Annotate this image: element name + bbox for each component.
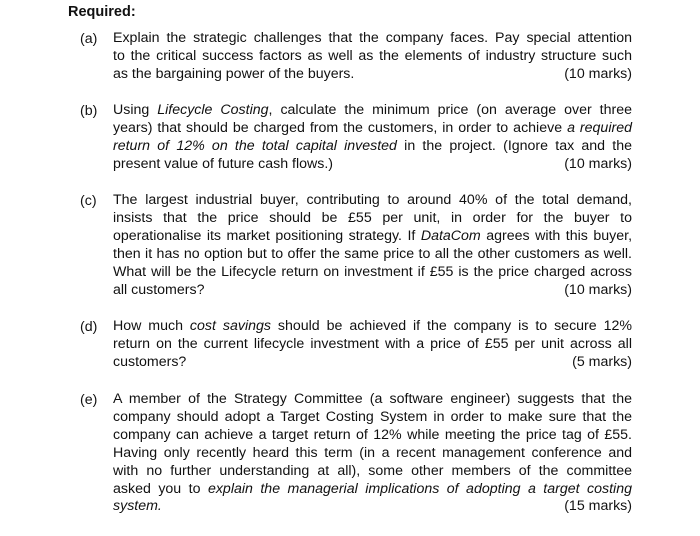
- text-span: as the bargaining power of the buyers.: [113, 65, 355, 82]
- marks-label: (15 marks): [564, 498, 632, 515]
- text-line: [113, 102, 632, 120]
- text-span: should be achieved if the company is to secure 12%: [270, 318, 632, 334]
- text-span: asked you to: [113, 480, 208, 497]
- text-span: How much: [113, 318, 190, 334]
- text-line: [113, 228, 632, 246]
- emphasis-text: cost savings: [189, 318, 271, 334]
- marks-label: (10 marks): [564, 65, 632, 82]
- text-span: present value of future cash flows.): [113, 155, 334, 172]
- text-span: Using: [113, 102, 158, 118]
- emphasis-text: Lifecycle Costing: [157, 102, 269, 118]
- text-line: with no further understanding at all), some other members of the committee: [113, 462, 632, 479]
- text-line: Having only recently heard this term (in a recent management conference and: [113, 444, 632, 461]
- text-line: [113, 156, 632, 174]
- question-text: [113, 391, 632, 516]
- question-text: [113, 192, 632, 299]
- question-text: [113, 30, 632, 84]
- question-label: (c): [80, 193, 97, 209]
- question-text: [113, 318, 632, 372]
- text-line: [113, 66, 632, 84]
- text-span: all customers?: [113, 281, 205, 298]
- question-label: (a): [80, 31, 98, 47]
- question-label: (d): [80, 319, 98, 335]
- question-text: [113, 102, 632, 174]
- text-line: company should adopt a Target Costing System in order to make sure that the: [113, 408, 632, 425]
- marks-label: (10 marks): [564, 281, 632, 298]
- text-line: [113, 318, 632, 336]
- text-line: then it has no option but to offer the same price to all the other customers as well.: [113, 245, 632, 262]
- text-span: in the project. (Ignore tax and the: [396, 137, 632, 154]
- text-line: The largest industrial buyer, contributing to around 40% of the total demand,: [113, 192, 632, 208]
- question-label: (e): [80, 392, 98, 408]
- text-span: operationalise its market positioning strategy. If: [113, 227, 421, 244]
- text-line: [113, 481, 632, 499]
- text-line: [113, 138, 632, 156]
- text-span: customers?: [113, 353, 187, 370]
- marks-label: (10 marks): [564, 155, 632, 172]
- emphasis-text: DataCom: [420, 227, 481, 244]
- text-line: insists that the price should be £55 per unit, in order for the buyer to: [113, 209, 632, 226]
- text-line: to the critical success factors as well as the elements of industry structure such: [113, 47, 632, 64]
- text-line: return on the current lifecycle investment with a price of £55 per unit across all: [113, 335, 632, 352]
- emphasis-text: return of 12% on the total capital invested: [113, 137, 397, 154]
- emphasis-text: explain the managerial implications of adopting a target costing: [207, 480, 632, 497]
- text-line: [113, 282, 632, 300]
- section-heading: Required:: [68, 4, 136, 20]
- text-line: [113, 498, 632, 516]
- marks-label: (5 marks): [572, 353, 632, 370]
- text-line: A member of the Strategy Committee (a software engineer) suggests that the: [113, 391, 632, 407]
- text-span: , calculate the minimum price (on average over three: [268, 102, 632, 118]
- emphasis-text: a required: [567, 119, 632, 136]
- text-span: agrees with this buyer,: [480, 227, 633, 244]
- text-line: What will be the Lifecycle return on investment if £55 is the price charged across: [113, 263, 632, 280]
- text-line: Explain the strategic challenges that the company faces. Pay special attention: [113, 30, 632, 46]
- text-line: [113, 354, 632, 372]
- text-line: company can achieve a target return of 12% while meeting the price tag of £55.: [113, 426, 632, 443]
- question-label: (b): [80, 103, 98, 119]
- emphasis-text: system.: [113, 498, 162, 515]
- text-span: years) that should be charged from the customers, in order to achieve: [113, 119, 568, 136]
- text-line: [113, 120, 632, 138]
